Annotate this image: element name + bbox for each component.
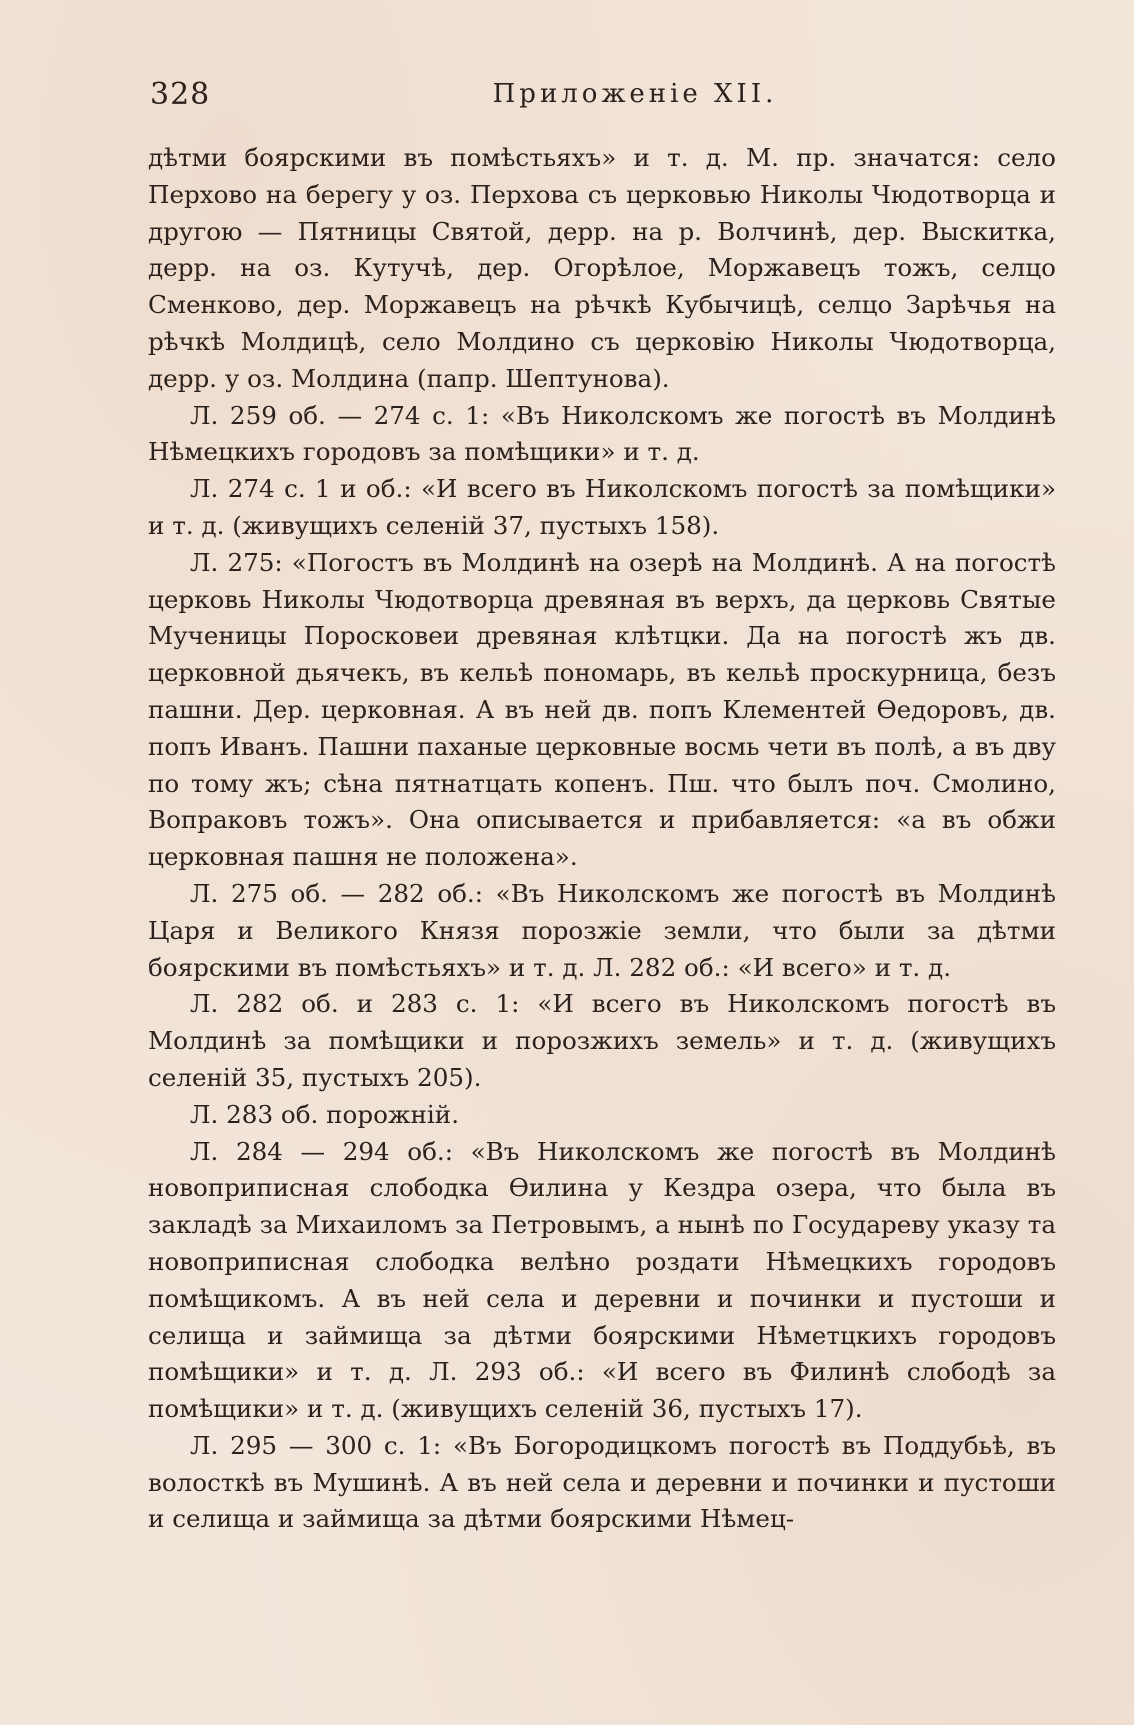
paragraph: Л. 275: «Погостъ въ Молдинѣ на озерѣ на Молдинѣ. А на погостѣ церковь Николы Чюдотворца древяная въ верхъ, да церковь Святые Мученицы Поросковеи древяная клѣтцки. Да на погостѣ жъ дв. церковной дьячекъ, въ кельѣ пономарь, въ кельѣ проскурница, безъ пашни. Дер. церковная. А въ ней дв. попъ Клементей Ѳедоровъ, дв. попъ Иванъ. Пашни паханые церковные восмь чети въ полѣ, а въ дву по тому жъ; сѣна пятнатцать копенъ. Пш. что былъ поч. Смолино, Вопраковъ тожъ». Она описывается и прибавляется: «а въ обжи церковная пашня не положена». <box>148 547 1056 872</box>
paragraph: Л. 275 об. — 282 об.: «Въ Николскомъ же погостѣ въ Молдинѣ Царя и Великого Князя порозжіе земли, что были за дѣтми боярскими въ помѣстьяхъ» и т. д. Л. 282 об.: «И всего» и т. д. <box>148 878 1056 982</box>
page-header <box>150 75 1050 125</box>
paragraph: Л. 259 об. — 274 с. 1: «Въ Николскомъ же погостѣ въ Молдинѣ Нѣмецкихъ городовъ за помѣщики» и т. д. <box>148 400 1056 467</box>
body-text <box>148 140 1056 1538</box>
paragraph: Л. 295 — 300 с. 1: «Въ Богородицкомъ погостѣ въ Поддубьѣ, въ волосткѣ въ Мушинѣ. А въ ней села и деревни и починки и пустоши и селища и займища за дѣтми боярскими Нѣмец- <box>148 1430 1056 1534</box>
paragraph: Л. 274 с. 1 и об.: «И всего въ Николскомъ погостѣ за помѣщики» и т. д. (живущихъ селеній 37, пустыхъ 158). <box>148 474 1056 540</box>
running-title: Приложеніе XII. <box>492 79 778 109</box>
paragraph: Л. 282 об. и 283 с. 1: «И всего въ Николскомъ погостѣ въ Молдинѣ за помѣщики и порозжихъ земель» и т. д. (живущихъ селеній 35, пустыхъ 205). <box>148 989 1056 1092</box>
paragraph: Л. 284 — 294 об.: «Въ Николскомъ же погостѣ въ Молдинѣ новоприписная слободка Ѳилина у Кездра озера, что была въ закладѣ за Михаиломъ за Петровымъ, а нынѣ по Государеву указу та новоприписная слободка велѣно роздати Нѣмецкихъ городовъ помѣщикомъ. А въ ней села и деревни и починки и пустоши и селища и займища за дѣтми боярскими Нѣметцкихъ городовъ помѣщики» и т. д. Л. 293 об.: «И всего въ Филинѣ слободѣ за помѣщики» и т. д. (живущихъ селеній 36, пустыхъ 17). <box>148 1136 1056 1424</box>
page-number: 328 <box>150 77 211 112</box>
paragraph: Л. 283 об. порожній. <box>190 1099 460 1129</box>
paragraph: дѣтми боярскими въ помѣстьяхъ» и т. д. М. пр. значатся: село Перхово на берегу у оз. Перхова съ церковью Николы Чюдотворца и другою — Пятницы Святой, дерр. на р. Волчинѣ, дер. Выскитка, дерр. на оз. Кутучѣ, дер. Огорѣлое, Моржавецъ тожъ, селцо Сменково, дер. Моржавецъ на рѣчкѣ Кубычицѣ, селцо Зарѣчья на рѣчкѣ Молдицѣ, село Молдино съ церковію Николы Чюдотворца, дерр. у оз. Молдина (папр. Шептунова). <box>148 143 1056 393</box>
